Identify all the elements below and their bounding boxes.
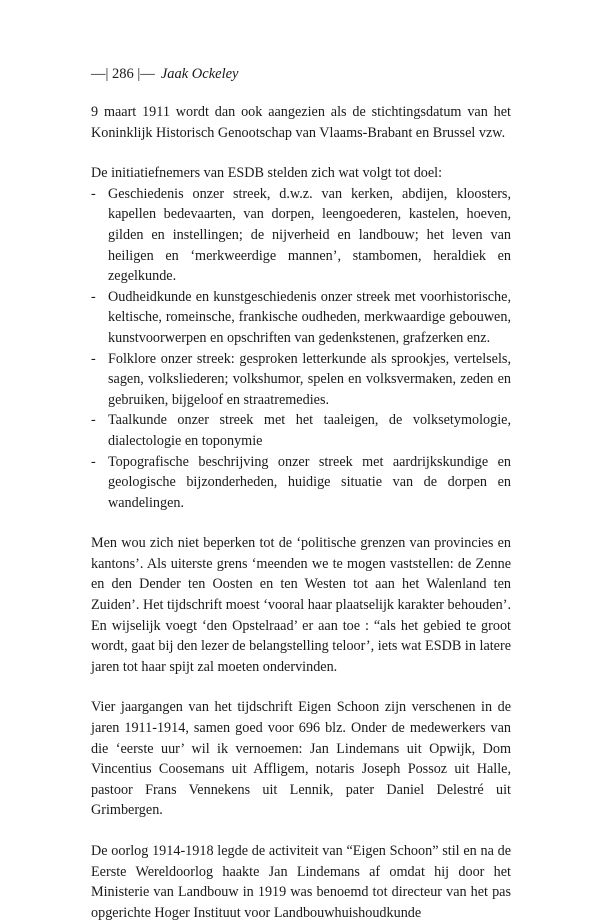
- paragraph-goals-intro: De initiatiefnemers van ESDB stelden zich wat volgt tot doel:: [91, 165, 443, 182]
- page-number: —| 286 |—: [91, 66, 155, 82]
- list-bullet: -: [91, 453, 96, 470]
- body-text: [91, 102, 511, 923]
- goals-list: [91, 184, 511, 514]
- list-item-text: Topografische beschrijving onzer streek met aardrijkskundige en geologische bijzonderheden, huidige situatie van de dorpen en wandelingen.: [108, 453, 511, 511]
- running-head-author: Jaak Ockeley: [160, 66, 239, 82]
- list-bullet: -: [91, 412, 96, 429]
- list-bullet: -: [91, 185, 96, 202]
- paragraph-volumes: Vier jaargangen van het tijdschrift Eigen Schoon zijn verschenen in de jaren 1911-1914, samen goed voor 696 blz. Onder de medewerkers van die ‘eerste uur’ wil ik vernoemen: Jan Lindemans uit Opwijk, Dom Vincentius Coosemans uit Affligem, notaris Joseph Possoz uit Halle, pastoor Frans Vennekens uit Lennik, pater Daniel Delestré uit Grimbergen.: [91, 699, 511, 819]
- list-item-text: Geschiedenis onzer streek, d.w.z. van kerken, abdijen, kloosters, kapellen bedevaarten, van dorpen, leengoederen, kastelen, hoeven, gilden en instellingen; de nijverheid en landbouw; het leven van heiligen en ‘merkweerdige mannen’, stambomen, heraldiek en zegelkunde.: [108, 185, 511, 285]
- paragraph-war: De oorlog 1914-1918 legde de activiteit van “Eigen Schoon” stil en na de Eerste Wereldoorlog haakte Jan Lindemans af omdat hij door het Ministerie van Landbouw in 1919 was benoemd tot directeur van het pas opgerichte Hoger Instituut voor Landbouwhuishoudkunde: [91, 843, 511, 921]
- list-item-text: Oudheidkunde en kunstgeschiedenis onzer streek met voorhistorische, keltische, romeinsche, frankische oudheden, merkwaardige gebouwen, kunstvoorwerpen en opschriften van gedenkstenen, grafzerken enz.: [108, 288, 511, 346]
- book-page: [91, 64, 511, 923]
- list-item-text: Folklore onzer streek: gesproken letterkunde als sprookjes, vertelsels, sagen, volksliederen; volkshumor, spelen en volksvermaken, zeden en gebruiken, bijgeloof en straatremedies.: [108, 350, 511, 408]
- list-item: [91, 452, 511, 514]
- list-bullet: -: [91, 350, 96, 367]
- paragraph-boundaries: Men wou zich niet beperken tot de ‘politische grenzen van provincies en kantons’. Als uiterste grens ‘meenden we te mogen vaststellen: de Zenne en den Dender ten Oosten en ten Westen tot aan het Walenland ten Zuiden’. Het tijdschrift moest ‘vooral haar plaatselijk karakter behouden’. En wijselijk voegt ‘den Opstelraad’ er aan toe : “als het gebied te groot wordt, gaat bij den lezer de belangstelling teloor’, iets wat ESDB in latere jaren tot haar spijt zal moeten ondervinden.: [91, 535, 511, 675]
- running-head: [91, 64, 511, 84]
- list-bullet: -: [91, 288, 96, 305]
- list-item-text: Taalkunde onzer streek met het taaleigen, de volksetymologie, dialectologie en toponymie: [108, 412, 511, 449]
- list-item: [91, 184, 511, 287]
- list-item: [91, 349, 511, 411]
- list-item: [91, 287, 511, 349]
- list-item: [91, 410, 511, 451]
- paragraph-founding-date: 9 maart 1911 wordt dan ook aangezien als de stichtingsdatum van het Koninklijk Historisch Genootschap van Vlaams-Brabant en Brussel vzw.: [91, 104, 511, 141]
